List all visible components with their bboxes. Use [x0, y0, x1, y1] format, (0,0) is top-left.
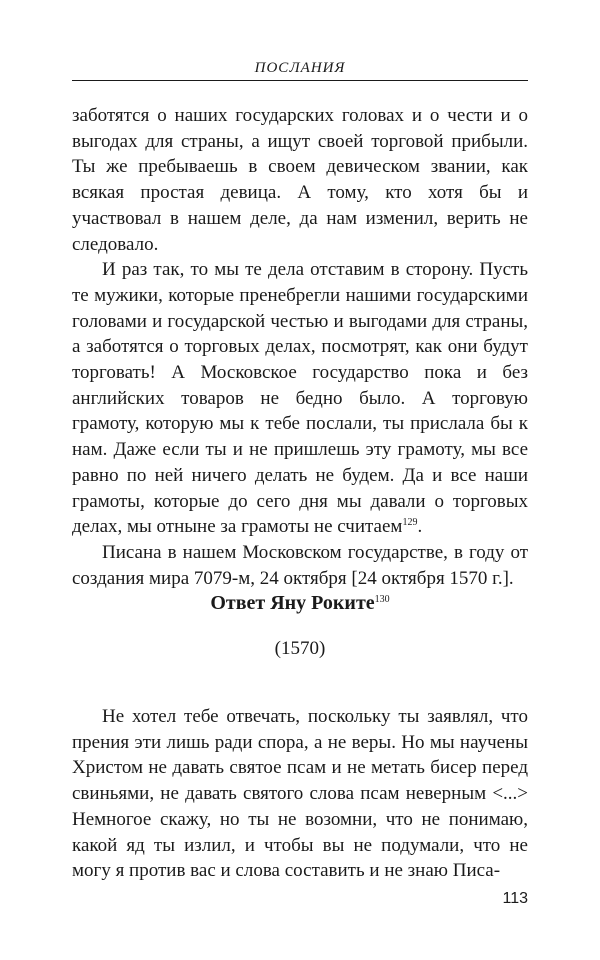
- section-date: (1570): [274, 638, 326, 659]
- footnote-ref-130: 130: [374, 594, 390, 605]
- paragraph-3: Писана в нашем Московском государстве, в году от создания мира 7079-м, 24 октября [24 октября 1570 г.].: [72, 541, 528, 589]
- paragraph-2-text: И раз так, то мы те дела отставим в сторону. Пусть те мужики, которые пренебрегли нашими государскими головами и государской честью и выгодами для страны, а заботятся о торговых делах, посмотрят, как они будут торговать! А Московское государство пока и без английских товаров не бедно было. А торговую грамоту, которую мы к тебе послали, ты прислала бы к нам. Даже если ты и не пришлешь эту грамоту, мы все равно по ней ничего делать не будем. Да и все наши грамоты, которые до сего дня мы давали о торговых делах, мы отныне за грамоты не считаем: [72, 259, 528, 538]
- section-title: [72, 590, 528, 616]
- paragraph-4: Не хотел тебе отвечать, поскольку ты заявлял, что прения эти лишь ради спора, а не веры. Но мы научены Христом не давать святое псам и не метать бисер перед свиньями, не давать святого слова псам неверным <...> Немногое скажу, но ты не возомни, что не понимаю, какой яд ты излил, и чтобы вы не подумали, что не могу я против вас и слова составить и не знаю Писа-: [72, 706, 528, 882]
- header-rule: [72, 80, 528, 81]
- paragraph-1: заботятся о наших государских головах и о чести и о выгодах для страны, а ищут своей торговой прибыли. Ты же пребываешь в своем девическом звании, как всякая простая девица. А тому, кто хотя бы и участвовал в нашем деле, да нам изменил, верить не следовало.: [72, 105, 528, 255]
- footnote-ref-129: 129: [402, 517, 418, 529]
- body-text-part-1: [72, 103, 528, 591]
- running-head: ПОСЛАНИЯ: [254, 60, 346, 76]
- section-title-text: Ответ Яну Роките: [210, 592, 375, 614]
- body-text-part-2: [72, 704, 528, 884]
- page-number: 113: [502, 890, 528, 907]
- paragraph-2: И раз так, то мы те дела отставим в сторону. Пусть те мужики, которые пренебрегли нашими государскими головами и государской честью и выгодами для страны, а заботятся о торговых делах, посмотрят, как они будут торговать! А Московское государство пока и без английских товаров не бедно было. А торговую грамоту, которую мы к тебе послали, ты прислала бы к нам. Даже если ты и не пришлешь эту грамоту, мы все равно по ней ничего делать не будем. Да и все наши грамоты, которые до сего дня мы давали о торговых делах, мы отныне за грамоты не считаем$^{129}$.: [72, 259, 528, 538]
